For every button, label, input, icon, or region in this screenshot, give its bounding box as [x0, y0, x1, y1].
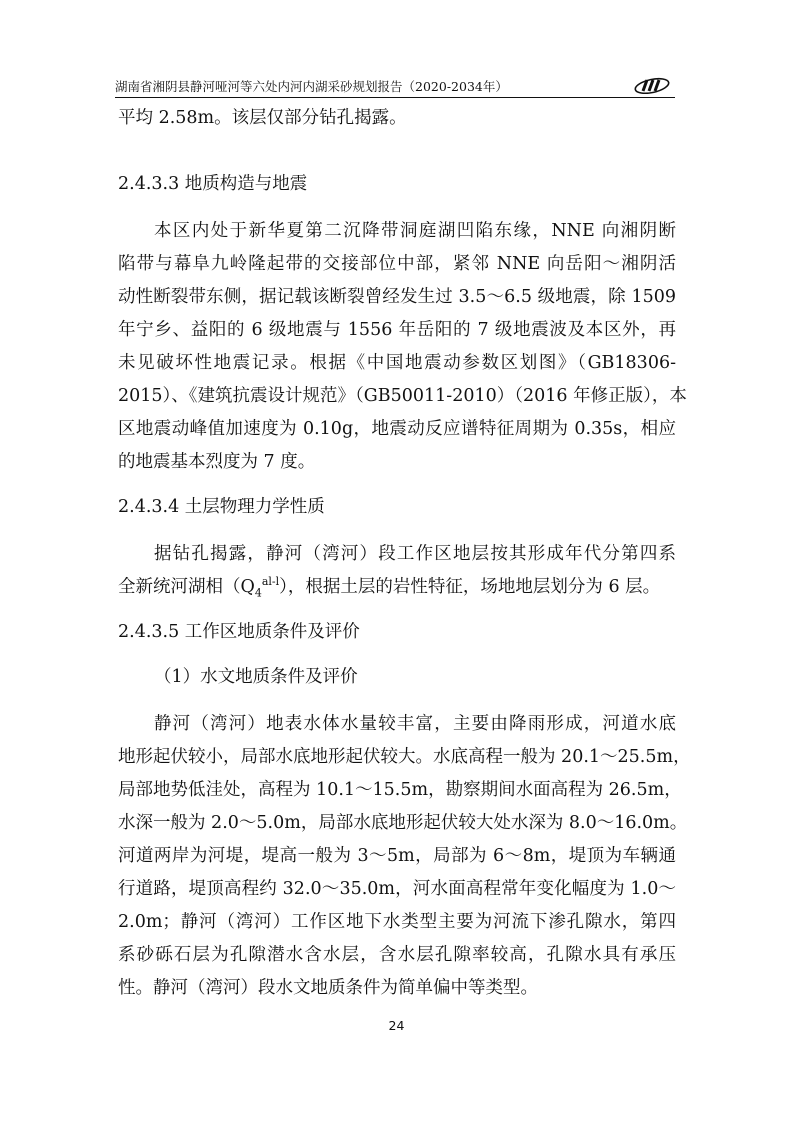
paragraph-line: 静河（湾河）地表水体水量较丰富，主要由降雨形成，河道水底: [154, 714, 676, 734]
paragraph-line: 的地震基本烈度为 7 度。: [118, 452, 316, 472]
document-body: [118, 102, 691, 1005]
paragraph-line: 据钻孔揭露，静河（湾河）段工作区地层按其形成年代分第四系: [154, 544, 676, 564]
paragraph-line: 性。静河（湾河）段水文地质条件为简单偏中等类型。: [118, 978, 538, 998]
paragraph-line: 河道两岸为河堤，堤高一般为 3～5m，局部为 6～8m，堤顶为车辆通: [118, 846, 676, 866]
paragraph-line: 地形起伏较小，局部水底地形起伏较大。水底高程一般为 20.1～25.5m，: [118, 747, 691, 767]
paragraph-line: 动性断裂带东侧，据记载该断裂曾经发生过 3.5～6.5 级地震，除 1509: [118, 287, 676, 307]
paragraph-line: 系砂砾石层为孔隙潜水含水层，含水层孔隙率较高，孔隙水具有承压: [118, 945, 676, 965]
section-heading: 2.4.3.4 土层物理力学性质: [118, 497, 325, 517]
paragraph-line: 区地震动峰值加速度为 0.10g，地震动反应谱特征周期为 0.35s，相应: [118, 419, 676, 439]
formula-line-text: 全新统河湖相$(Q_4^{al-l})$，根据土层的岩性特征，场地地层划分为 6 层。: [118, 575, 661, 600]
subsection-heading: （1）水文地质条件及评价: [154, 667, 358, 687]
paragraph-line: 年宁乡、益阳的 6 级地震与 1556 年岳阳的 7 级地震波及本区外，再: [118, 320, 676, 340]
paragraph-line: 本区内处于新华夏第二沉降带洞庭湖凹陷东缘，NNE 向湘阴断: [154, 221, 676, 241]
section-heading: 2.4.3.3 地质构造与地震: [118, 174, 308, 194]
section-heading: 2.4.3.5 工作区地质条件及评价: [118, 622, 360, 642]
paragraph-earthquake: [118, 215, 687, 479]
paragraph-line-with-formula: [118, 571, 676, 604]
paragraph-soil: [118, 538, 676, 604]
header-title: 湖南省湘阴县静河哑河等六处内河内湖采砂规划报告（2020-2034年）: [115, 79, 508, 94]
page-header: [115, 76, 675, 96]
paragraph-line: 水深一般为 2.0～5.0m，局部水底地形起伏较大处水深为 8.0～16.0m。: [118, 813, 688, 833]
header-rule: [115, 97, 675, 98]
paragraph-line: 2015）、《建筑抗震设计规范》（GB50011-2010）（2016 年修正版），本: [118, 386, 687, 406]
paragraph-line: 未见破坏性地震记录。根据《中国地震动参数区划图》（GB18306-: [118, 353, 676, 373]
paragraph-line: 局部地势低洼处，高程为 10.1～15.5m，勘察期间水面高程为 26.5m，: [118, 780, 682, 800]
paragraph-hydrology: [118, 708, 691, 1005]
paragraph-line: 2.0m；静河（湾河）工作区地下水类型主要为河流下渗孔隙水，第四: [118, 912, 676, 932]
page-number: 24: [388, 1018, 405, 1033]
paragraph-line: 平均 2.58m。该层仅部分钻孔揭露。: [118, 108, 407, 128]
paragraph-line: 陷带与幕阜九岭隆起带的交接部位中部，紧邻 NNE 向岳阳～湘阴活: [118, 254, 676, 274]
company-logo-icon: [633, 76, 671, 94]
paragraph-line: 行道路，堤顶高程约 32.0～35.0m，河水面高程常年变化幅度为 1.0～: [118, 879, 676, 899]
